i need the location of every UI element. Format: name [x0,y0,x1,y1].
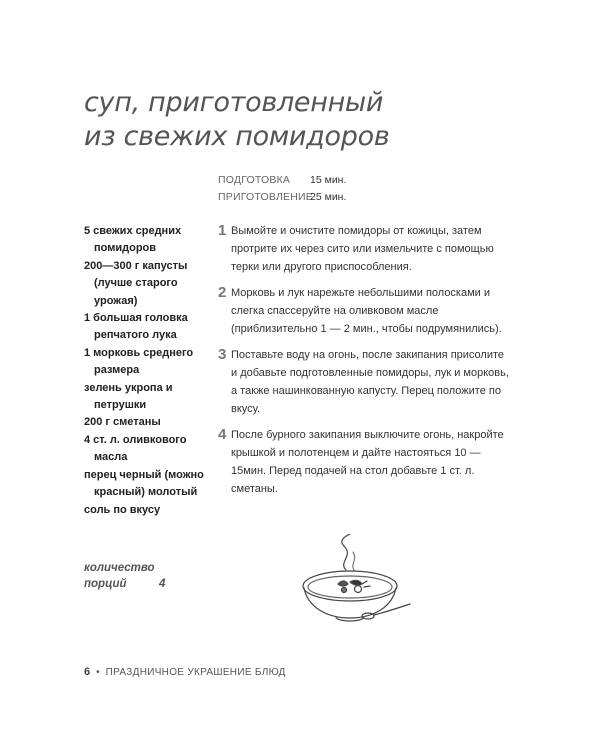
recipe-title-line-1: суп, приготовленный [84,87,384,118]
step-number: 1 [218,222,227,239]
step-text: После бурного закипания выключите огонь, накройте крышкой и полотенцем и дайте настояться 10 — 15мин. Перед подачей на стол добавьте 1 ст. л. сметаны. [231,429,504,495]
ingredient-item: перец черный (можно красный) молотый [84,468,204,499]
recipe-title [84,86,389,154]
prep-time-label: ПОДГОТОВКА [218,174,291,186]
step-number: 3 [218,346,227,363]
step-text: Морковь и лук нарежьте небольшими полосками и слегка спассеруйте на оливковом масле (приблизительно 1 — 2 мин., чтобы подрумянились). [231,287,502,335]
page-footer [84,666,286,678]
servings-label-line-2: порций [84,578,127,590]
step-number: 4 [218,426,227,443]
page-number: 6 [84,666,91,678]
servings-block [84,560,166,592]
step-item [218,346,510,418]
prep-time-row [218,172,346,189]
cook-time-value: 25 мин. [310,191,347,203]
timing-block [218,172,346,206]
ingredient-item: 200 г сметаны [84,416,161,429]
step-text: Вымойте и очистите помидоры от кожицы, затем протрите их через сито или измельчите с помощью терки или другого приспособления. [231,225,494,273]
ingredient-item: 4 ст. л. оливкового масла [84,433,187,464]
ingredient-list [84,223,212,519]
step-number: 2 [218,284,227,301]
soup-bowl-icon [298,534,416,630]
cook-time-label: ПРИГОТОВЛЕНИЕ [218,191,313,203]
ingredient-item: 1 морковь среднего размера [84,346,194,377]
step-text: Поставьте воду на огонь, после закипания присолите и добавьте подготовленные помидоры, лук и морковь, а также нашинкованную капусту. Перец положите по вкусу. [231,349,509,415]
cook-time-row [218,189,346,206]
servings-label-line-1: количество [84,562,155,574]
step-item [218,284,510,338]
prep-time-value: 15 мин. [310,174,347,186]
step-list [218,222,510,498]
section-title: ПРАЗДНИЧНОЕ УКРАШЕНИЕ БЛЮД [105,666,286,678]
step-item [218,426,510,498]
ingredient-item: 200—300 г капусты (лучше старого урожая) [84,259,188,307]
servings-count: 4 [159,578,166,590]
step-item [218,222,510,276]
recipe-title-line-2: из свежих помидоров [84,121,390,152]
ingredient-item: соль по вкусу [84,503,161,516]
footer-separator: • [96,666,100,678]
ingredient-item: 5 свежих средних помидоров [84,225,182,255]
ingredient-item: зелень укропа и петрушки [84,381,173,412]
ingredient-item: 1 большая головка репчатого лука [84,312,188,342]
